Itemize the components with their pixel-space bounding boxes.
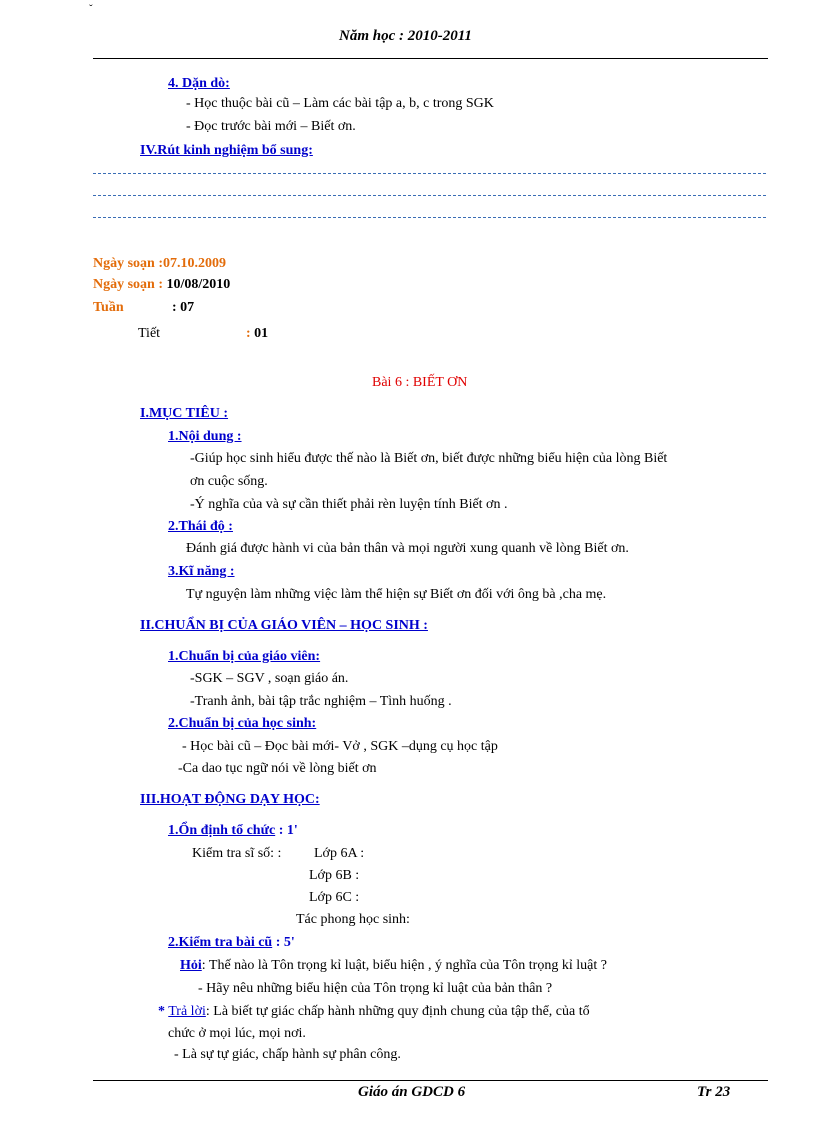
question-label: Hỏi — [180, 958, 202, 973]
attitude-title: 2.Thái độ : — [168, 519, 233, 534]
section-preparation-title: II.CHUẨN BỊ CỦA GIÁO VIÊN – HỌC SINH : — [140, 618, 428, 633]
week-value: : 07 — [172, 300, 195, 315]
check-row — [168, 935, 295, 951]
footer-rule — [93, 1080, 768, 1081]
teacher-prep-title: 1.Chuẩn bị của giáo viên: — [168, 649, 321, 664]
prep-date-label: Ngày soạn : — [93, 256, 164, 271]
review-line-1 — [93, 173, 766, 174]
student-prep-item-2: -Ca dao tục ngữ nói về lòng biết ơn — [178, 761, 377, 776]
class-6b: Lớp 6B : — [309, 868, 360, 883]
section-objectives-title: I.MỤC TIÊU : — [140, 406, 229, 421]
skill-title: 3.Kĩ năng : — [168, 564, 235, 579]
prep-date2-value: 10/08/2010 — [166, 277, 231, 292]
homework-item-1: - Học thuộc bài cũ – Làm các bài tập a, b, c trong SGK — [186, 96, 494, 111]
check-title: 2.Kiểm tra bài cũ — [168, 935, 273, 950]
period-label: Tiết — [138, 326, 161, 341]
period-number-display: 01 — [254, 326, 269, 341]
question-2: - Hãy nêu những biểu hiện của Tôn trọng kỉ luật của bản thân ? — [198, 981, 553, 996]
org-title: 1.Ổn định tổ chức — [168, 823, 276, 838]
footer-page: Tr 23 — [697, 1084, 731, 1100]
style-label: Tác phong học sinh: — [296, 912, 410, 927]
check-time: : 5' — [275, 935, 295, 950]
content-line-1: -Giúp học sinh hiểu được thế nào là Biết ơn, biết được những biểu hiện của lòng Biết — [190, 451, 668, 466]
answer-label: Trả lời — [168, 1004, 206, 1019]
answer-line-3: - Là sự tự giác, chấp hành sự phân công. — [174, 1047, 401, 1062]
period-value — [246, 326, 268, 342]
homework-item-2: - Đọc trước bài mới – Biết ơn. — [186, 119, 356, 134]
class-6c: Lớp 6C : — [309, 890, 360, 905]
attitude-text: Đánh giá được hành vi của bản thân và mọi người xung quanh về lòng Biết ơn. — [186, 541, 629, 556]
answer-row — [158, 1004, 590, 1020]
content-line-3: -Ý nghĩa của và sự cần thiết phải rèn luyện tính Biết ơn . — [190, 497, 508, 512]
prep-date-value: 07.10.2009 — [163, 256, 227, 271]
skill-text: Tự nguyện làm những việc làm thể hiện sự Biết ơn đối với ông bà ,cha mẹ. — [186, 587, 607, 602]
section-activities-title: III.HOẠT ĐỘNG DẠY HỌC: — [140, 792, 320, 807]
prep-date2-label: Ngày soạn : — [93, 277, 164, 292]
content-line-2: ơn cuộc sống. — [190, 474, 268, 489]
review-line-3 — [93, 217, 766, 218]
period-colon: : — [246, 326, 251, 341]
student-prep-title: 2.Chuẩn bị của học sinh: — [168, 716, 317, 731]
org-row — [168, 823, 298, 839]
answer-star: * — [158, 1004, 165, 1019]
org-time: : 1' — [278, 823, 298, 838]
content-title: 1.Nội dung : — [168, 429, 242, 444]
homework-title: 4. Dặn dò: — [168, 76, 230, 91]
question-text: : Thế nào là Tôn trọng kỉ luật, biểu hiện , ý nghĩa của Tôn trọng kỉ luật ? — [201, 958, 607, 973]
review-line-2 — [93, 195, 766, 196]
lesson-title: Bài 6 : BIẾT ƠN — [372, 375, 468, 390]
answer-line-2: chức ở mọi lúc, mọi nơi. — [168, 1026, 306, 1041]
week-label: Tuần — [93, 300, 124, 315]
review-title: IV.Rút kinh nghiệm bổ sung: — [140, 143, 313, 158]
corner-mark: ˇ — [89, 3, 93, 15]
teacher-prep-item-2: -Tranh ảnh, bài tập trắc nghiệm – Tình huống . — [190, 694, 452, 709]
attendance-label: Kiểm tra sĩ số: : — [192, 846, 282, 861]
answer-text: : Là biết tự giác chấp hành những quy định chung của tập thể, của tổ — [205, 1004, 590, 1019]
student-prep-item-1: - Học bài cũ – Đọc bài mới- Vở , SGK –dụng cụ học tập — [182, 739, 498, 754]
header-rule — [93, 58, 768, 59]
question-row — [180, 958, 607, 974]
prep-date2-row — [93, 277, 230, 293]
school-year-header: Năm học : 2010-2011 — [339, 28, 472, 44]
footer-subject: Giáo án GDCD 6 — [358, 1084, 466, 1100]
teacher-prep-item-1: -SGK – SGV , soạn giáo án. — [190, 671, 349, 686]
class-6a: Lớp 6A : — [314, 846, 365, 861]
prep-date-row — [93, 256, 226, 272]
